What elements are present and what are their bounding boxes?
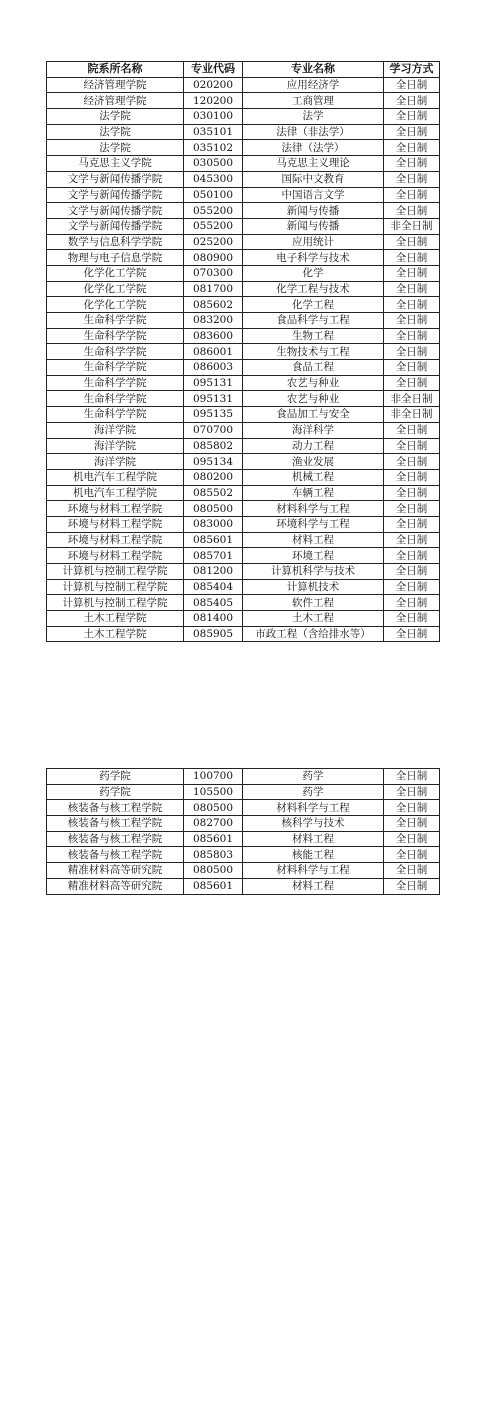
- major-code-cell: 085502: [184, 485, 243, 501]
- major-code-cell: 030500: [184, 156, 243, 172]
- study-mode-cell: 全日制: [384, 485, 440, 501]
- table-row: [47, 109, 440, 125]
- department-cell: 机电汽车工程学院: [47, 485, 184, 501]
- major-name-cell: 新闻与传播: [243, 218, 384, 234]
- study-mode-cell: 全日制: [384, 344, 440, 360]
- department-cell: 生命科学学院: [47, 360, 184, 376]
- table-row: [47, 564, 440, 580]
- major-code-cell: 086003: [184, 360, 243, 376]
- department-cell: 核装备与核工程学院: [47, 800, 184, 816]
- department-cell: 经济管理学院: [47, 77, 184, 93]
- major-code-cell: 050100: [184, 187, 243, 203]
- table-row: [47, 863, 440, 879]
- major-name-cell: 土木工程: [243, 611, 384, 627]
- major-name-cell: 环境科学与工程: [243, 516, 384, 532]
- table-row: [47, 485, 440, 501]
- study-mode-cell: 全日制: [384, 532, 440, 548]
- major-name-cell: 食品科学与工程: [243, 313, 384, 329]
- major-name-cell: 车辆工程: [243, 485, 384, 501]
- table-row: [47, 360, 440, 376]
- study-mode-cell: 全日制: [384, 564, 440, 580]
- major-name-cell: 机械工程: [243, 469, 384, 485]
- study-mode-cell: 全日制: [384, 816, 440, 832]
- table-body: [47, 77, 440, 642]
- major-code-cell: 081400: [184, 611, 243, 627]
- department-cell: 土木工程学院: [47, 611, 184, 627]
- table-row: [47, 438, 440, 454]
- department-cell: 数学与信息科学学院: [47, 234, 184, 250]
- table-row: [47, 203, 440, 219]
- study-mode-cell: 全日制: [384, 93, 440, 109]
- study-mode-cell: 全日制: [384, 863, 440, 879]
- major-code-cell: 080500: [184, 800, 243, 816]
- major-name-cell: 核科学与技术: [243, 816, 384, 832]
- major-name-cell: 农艺与种业: [243, 391, 384, 407]
- study-mode-cell: 全日制: [384, 360, 440, 376]
- study-mode-cell: 全日制: [384, 375, 440, 391]
- department-cell: 环境与材料工程学院: [47, 532, 184, 548]
- header-major-code: 专业代码: [184, 62, 243, 78]
- major-name-cell: 海洋科学: [243, 422, 384, 438]
- table-row: [47, 375, 440, 391]
- study-mode-cell: 全日制: [384, 109, 440, 125]
- major-name-cell: 核能工程: [243, 847, 384, 863]
- table-row: [47, 328, 440, 344]
- major-name-cell: 药学: [243, 784, 384, 800]
- table-row: [47, 532, 440, 548]
- major-code-cell: 085803: [184, 847, 243, 863]
- table-row: [47, 595, 440, 611]
- major-name-cell: 材料科学与工程: [243, 863, 384, 879]
- header-department: 院系所名称: [47, 62, 184, 78]
- table-row: [47, 501, 440, 517]
- department-cell: 海洋学院: [47, 422, 184, 438]
- major-code-cell: 080500: [184, 863, 243, 879]
- major-code-cell: 085701: [184, 548, 243, 564]
- major-name-cell: 市政工程（含给排水等）: [243, 626, 384, 642]
- major-code-cell: 085602: [184, 297, 243, 313]
- major-name-cell: 国际中文教育: [243, 171, 384, 187]
- major-code-cell: 081700: [184, 281, 243, 297]
- major-name-cell: 中国语言文学: [243, 187, 384, 203]
- study-mode-cell: 全日制: [384, 203, 440, 219]
- table-row: [47, 816, 440, 832]
- study-mode-cell: 全日制: [384, 250, 440, 266]
- department-cell: 生命科学学院: [47, 407, 184, 423]
- study-mode-cell: 全日制: [384, 769, 440, 785]
- table-row: [47, 831, 440, 847]
- department-cell: 药学院: [47, 784, 184, 800]
- study-mode-cell: 全日制: [384, 297, 440, 313]
- department-cell: 生命科学学院: [47, 328, 184, 344]
- department-cell: 海洋学院: [47, 454, 184, 470]
- major-code-cell: 085601: [184, 831, 243, 847]
- department-cell: 经济管理学院: [47, 93, 184, 109]
- study-mode-cell: 全日制: [384, 171, 440, 187]
- study-mode-cell: 全日制: [384, 124, 440, 140]
- table-row: [47, 77, 440, 93]
- department-cell: 计算机与控制工程学院: [47, 595, 184, 611]
- study-mode-cell: 全日制: [384, 140, 440, 156]
- table-row: [47, 93, 440, 109]
- major-name-cell: 化学工程与技术: [243, 281, 384, 297]
- study-mode-cell: 全日制: [384, 281, 440, 297]
- major-name-cell: 材料工程: [243, 878, 384, 894]
- study-mode-cell: 全日制: [384, 454, 440, 470]
- study-mode-cell: 全日制: [384, 77, 440, 93]
- department-cell: 化学化工学院: [47, 297, 184, 313]
- department-cell: 文学与新闻传播学院: [47, 218, 184, 234]
- major-name-cell: 计算机技术: [243, 579, 384, 595]
- major-code-cell: 080200: [184, 469, 243, 485]
- study-mode-cell: 全日制: [384, 784, 440, 800]
- table-row: [47, 454, 440, 470]
- department-cell: 环境与材料工程学院: [47, 516, 184, 532]
- table-row: [47, 313, 440, 329]
- major-name-cell: 电子科学与技术: [243, 250, 384, 266]
- major-code-cell: 030100: [184, 109, 243, 125]
- major-name-cell: 法学: [243, 109, 384, 125]
- major-code-cell: 120200: [184, 93, 243, 109]
- major-name-cell: 农艺与种业: [243, 375, 384, 391]
- study-mode-cell: 全日制: [384, 328, 440, 344]
- study-mode-cell: 全日制: [384, 469, 440, 485]
- department-cell: 生命科学学院: [47, 375, 184, 391]
- study-mode-cell: 全日制: [384, 187, 440, 203]
- major-code-cell: 035101: [184, 124, 243, 140]
- study-mode-cell: 全日制: [384, 313, 440, 329]
- table-row: [47, 626, 440, 642]
- major-code-cell: 095131: [184, 375, 243, 391]
- major-code-cell: 095135: [184, 407, 243, 423]
- table-row: [47, 140, 440, 156]
- table-row: [47, 265, 440, 281]
- study-mode-cell: 全日制: [384, 501, 440, 517]
- major-name-cell: 软件工程: [243, 595, 384, 611]
- department-cell: 文学与新闻传播学院: [47, 203, 184, 219]
- study-mode-cell: 全日制: [384, 422, 440, 438]
- major-code-cell: 085601: [184, 878, 243, 894]
- study-mode-cell: 全日制: [384, 847, 440, 863]
- table-row: [47, 878, 440, 894]
- major-name-cell: 新闻与传播: [243, 203, 384, 219]
- study-mode-cell: 非全日制: [384, 218, 440, 234]
- study-mode-cell: 全日制: [384, 626, 440, 642]
- major-code-cell: 070300: [184, 265, 243, 281]
- department-cell: 法学院: [47, 124, 184, 140]
- major-code-cell: 045300: [184, 171, 243, 187]
- table-row: [47, 171, 440, 187]
- department-cell: 文学与新闻传播学院: [47, 187, 184, 203]
- major-code-cell: 080500: [184, 501, 243, 517]
- study-mode-cell: 全日制: [384, 579, 440, 595]
- table-row: [47, 234, 440, 250]
- department-cell: 文学与新闻传播学院: [47, 171, 184, 187]
- major-code-cell: 105500: [184, 784, 243, 800]
- table-row: [47, 422, 440, 438]
- study-mode-cell: 全日制: [384, 548, 440, 564]
- major-code-cell: 100700: [184, 769, 243, 785]
- table-row: [47, 391, 440, 407]
- major-name-cell: 环境工程: [243, 548, 384, 564]
- major-name-cell: 计算机科学与技术: [243, 564, 384, 580]
- major-name-cell: 法律（法学）: [243, 140, 384, 156]
- major-name-cell: 食品加工与安全: [243, 407, 384, 423]
- study-mode-cell: 全日制: [384, 831, 440, 847]
- major-code-cell: 095134: [184, 454, 243, 470]
- major-name-cell: 渔业发展: [243, 454, 384, 470]
- major-code-cell: 085802: [184, 438, 243, 454]
- table-row: [47, 344, 440, 360]
- study-mode-cell: 全日制: [384, 878, 440, 894]
- major-code-cell: 086001: [184, 344, 243, 360]
- department-cell: 生命科学学院: [47, 313, 184, 329]
- study-mode-cell: 全日制: [384, 438, 440, 454]
- programs-table-page-1: [46, 61, 440, 642]
- major-code-cell: 085905: [184, 626, 243, 642]
- major-code-cell: 085601: [184, 532, 243, 548]
- study-mode-cell: 全日制: [384, 516, 440, 532]
- table-row: [47, 469, 440, 485]
- major-code-cell: 083600: [184, 328, 243, 344]
- department-cell: 机电汽车工程学院: [47, 469, 184, 485]
- major-code-cell: 035102: [184, 140, 243, 156]
- department-cell: 海洋学院: [47, 438, 184, 454]
- study-mode-cell: 全日制: [384, 265, 440, 281]
- table-row: [47, 124, 440, 140]
- table-row: [47, 784, 440, 800]
- table-row: [47, 800, 440, 816]
- major-name-cell: 药学: [243, 769, 384, 785]
- table-row: [47, 611, 440, 627]
- major-code-cell: 070700: [184, 422, 243, 438]
- table-row: [47, 548, 440, 564]
- major-name-cell: 应用经济学: [243, 77, 384, 93]
- major-name-cell: 材料工程: [243, 831, 384, 847]
- department-cell: 精准材料高等研究院: [47, 863, 184, 879]
- major-name-cell: 材料科学与工程: [243, 501, 384, 517]
- study-mode-cell: 全日制: [384, 611, 440, 627]
- major-name-cell: 食品工程: [243, 360, 384, 376]
- major-name-cell: 应用统计: [243, 234, 384, 250]
- header-study-mode: 学习方式: [384, 62, 440, 78]
- study-mode-cell: 非全日制: [384, 391, 440, 407]
- department-cell: 计算机与控制工程学院: [47, 579, 184, 595]
- study-mode-cell: 非全日制: [384, 407, 440, 423]
- department-cell: 化学化工学院: [47, 265, 184, 281]
- major-code-cell: 055200: [184, 203, 243, 219]
- department-cell: 环境与材料工程学院: [47, 501, 184, 517]
- table-row: [47, 516, 440, 532]
- study-mode-cell: 全日制: [384, 800, 440, 816]
- table-row: [47, 250, 440, 266]
- department-cell: 马克思主义学院: [47, 156, 184, 172]
- table-body: [47, 769, 440, 895]
- major-name-cell: 化学: [243, 265, 384, 281]
- major-code-cell: 082700: [184, 816, 243, 832]
- study-mode-cell: 全日制: [384, 234, 440, 250]
- department-cell: 计算机与控制工程学院: [47, 564, 184, 580]
- table-row: [47, 579, 440, 595]
- major-code-cell: 081200: [184, 564, 243, 580]
- department-cell: 物理与电子信息学院: [47, 250, 184, 266]
- department-cell: 药学院: [47, 769, 184, 785]
- study-mode-cell: 全日制: [384, 595, 440, 611]
- major-name-cell: 工商管理: [243, 93, 384, 109]
- table-row: [47, 281, 440, 297]
- major-name-cell: 材料工程: [243, 532, 384, 548]
- department-cell: 核装备与核工程学院: [47, 831, 184, 847]
- major-code-cell: 085405: [184, 595, 243, 611]
- department-cell: 生命科学学院: [47, 391, 184, 407]
- study-mode-cell: 全日制: [384, 156, 440, 172]
- major-code-cell: 080900: [184, 250, 243, 266]
- department-cell: 法学院: [47, 140, 184, 156]
- major-name-cell: 生物技术与工程: [243, 344, 384, 360]
- header-major-name: 专业名称: [243, 62, 384, 78]
- table-row: [47, 769, 440, 785]
- major-name-cell: 法律（非法学）: [243, 124, 384, 140]
- department-cell: 精准材料高等研究院: [47, 878, 184, 894]
- table-row: [47, 297, 440, 313]
- department-cell: 法学院: [47, 109, 184, 125]
- department-cell: 土木工程学院: [47, 626, 184, 642]
- major-code-cell: 095131: [184, 391, 243, 407]
- department-cell: 环境与材料工程学院: [47, 548, 184, 564]
- table-row: [47, 407, 440, 423]
- programs-table-page-2: [46, 768, 440, 895]
- major-name-cell: 动力工程: [243, 438, 384, 454]
- major-code-cell: 085404: [184, 579, 243, 595]
- department-cell: 核装备与核工程学院: [47, 847, 184, 863]
- major-name-cell: 马克思主义理论: [243, 156, 384, 172]
- department-cell: 化学化工学院: [47, 281, 184, 297]
- department-cell: 生命科学学院: [47, 344, 184, 360]
- major-code-cell: 020200: [184, 77, 243, 93]
- major-name-cell: 材料科学与工程: [243, 800, 384, 816]
- major-code-cell: 025200: [184, 234, 243, 250]
- major-code-cell: 083200: [184, 313, 243, 329]
- major-code-cell: 083000: [184, 516, 243, 532]
- table-header-row: [47, 62, 440, 78]
- table-row: [47, 218, 440, 234]
- table-row: [47, 156, 440, 172]
- major-code-cell: 055200: [184, 218, 243, 234]
- table-row: [47, 847, 440, 863]
- major-name-cell: 生物工程: [243, 328, 384, 344]
- table-row: [47, 187, 440, 203]
- department-cell: 核装备与核工程学院: [47, 816, 184, 832]
- major-name-cell: 化学工程: [243, 297, 384, 313]
